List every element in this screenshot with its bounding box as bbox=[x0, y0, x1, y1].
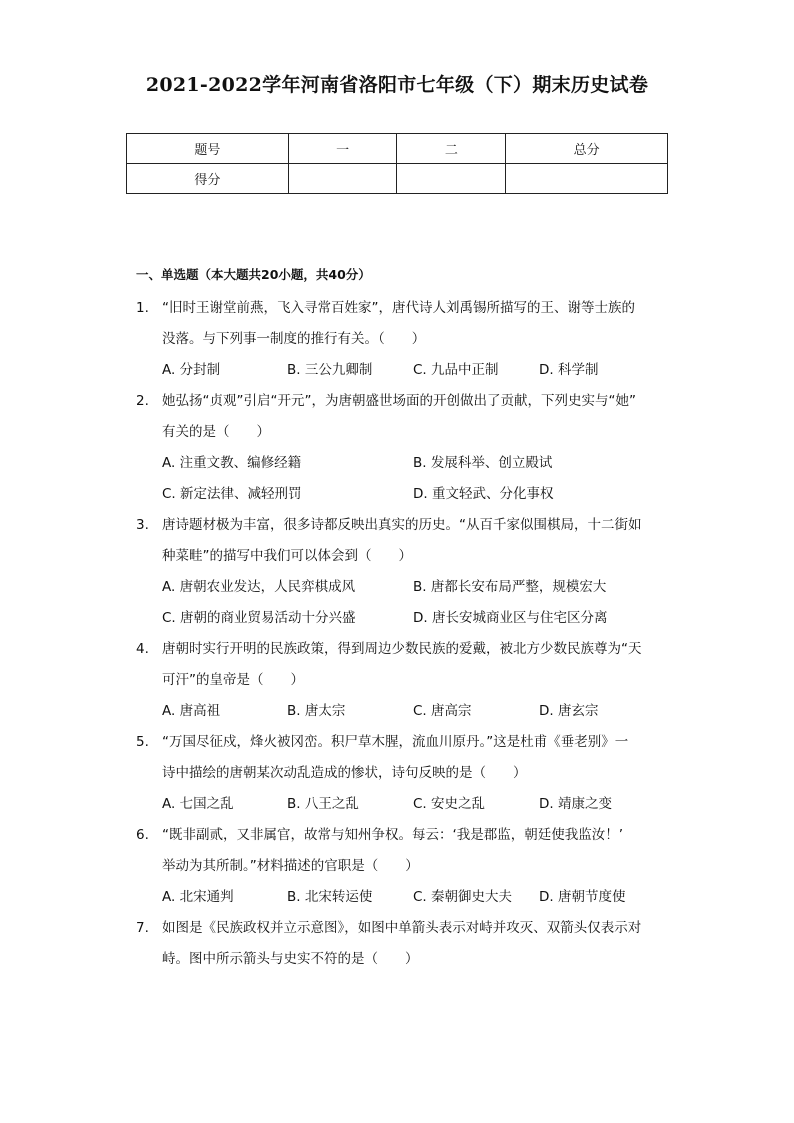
question-text-line: 唐诗题材极为丰富，很多诗都反映出真实的历史。“从百千家似围棋局，十二街如 bbox=[162, 517, 642, 533]
option-d[interactable]: D. 靖康之变 bbox=[539, 796, 612, 812]
option-group bbox=[162, 882, 664, 913]
option-b[interactable]: B. 唐都长安布局严整，规模宏大 bbox=[413, 579, 607, 595]
option-c[interactable]: C. 安史之乱 bbox=[413, 796, 486, 812]
score-header-cell: 总分 bbox=[506, 134, 668, 164]
question-text-line: 没落。与下列事一制度的推行有关。（ ） bbox=[162, 331, 426, 347]
option-group bbox=[162, 355, 664, 386]
question-text-line: “万国尽征戍，烽火被冈峦。积尸草木腥，流血川原丹。”这是杜甫《垂老别》一 bbox=[162, 734, 629, 750]
option-c[interactable]: C. 唐高宗 bbox=[413, 703, 472, 719]
question-number: 5. bbox=[136, 734, 149, 750]
option-b[interactable]: B. 北宋转运使 bbox=[287, 889, 373, 905]
question-text-line: 唐朝时实行开明的民族政策，得到周边少数民族的爱戴，被北方少数民族尊为“天 bbox=[162, 641, 642, 657]
score-header-cell: 题号 bbox=[127, 134, 289, 164]
question-list bbox=[0, 293, 794, 975]
question-text-line: 举动为其所制。”材料描述的官职是（ ） bbox=[162, 858, 419, 874]
option-b[interactable]: B. 唐太宗 bbox=[287, 703, 346, 719]
option-d[interactable]: D. 重文轻武、分化事权 bbox=[413, 486, 554, 502]
score-cell-empty bbox=[397, 164, 506, 194]
option-c[interactable]: C. 唐朝的商业贸易活动十分兴盛 bbox=[162, 610, 356, 626]
option-d[interactable]: D. 唐长安城商业区与住宅区分离 bbox=[413, 610, 608, 626]
score-cell-empty bbox=[506, 164, 668, 194]
question-text-line: “既非副贰，又非属官，故常与知州争权。每云：‘我是郡监，朝廷使我监汝！’ bbox=[162, 827, 624, 843]
question-item bbox=[136, 727, 664, 820]
question-item bbox=[136, 293, 664, 386]
exam-title: 2021-2022学年河南省洛阳市七年级（下）期末历史试卷 bbox=[145, 74, 649, 96]
option-a[interactable]: A. 注重文教、编修经籍 bbox=[162, 455, 302, 471]
question-text-line: 她弘扬“贞观”引启“开元”，为唐朝盛世场面的开创做出了贡献，下列史实与“她” bbox=[162, 393, 636, 409]
section-heading: 一、单选题（本大题共20小题，共40分） bbox=[136, 267, 371, 282]
question-number: 3. bbox=[136, 517, 149, 533]
option-a[interactable]: A. 北宋通判 bbox=[162, 889, 234, 905]
question-number: 6. bbox=[136, 827, 149, 843]
question-text-line: 诗中描绘的唐朝某次动乱造成的惨状，诗句反映的是（ ） bbox=[162, 765, 527, 781]
option-b[interactable]: B. 八王之乱 bbox=[287, 796, 359, 812]
option-c[interactable]: C. 秦朝御史大夫 bbox=[413, 889, 513, 905]
option-b[interactable]: B. 发展科举、创立殿试 bbox=[413, 455, 553, 471]
option-a[interactable]: A. 七国之乱 bbox=[162, 796, 234, 812]
score-table bbox=[126, 133, 668, 194]
option-group bbox=[162, 448, 664, 510]
score-header-cell: 二 bbox=[397, 134, 506, 164]
score-table-header-row bbox=[127, 134, 668, 164]
score-table-score-row bbox=[127, 164, 668, 194]
question-text-line: 有关的是（ ） bbox=[162, 424, 270, 440]
option-b[interactable]: B. 三公九卿制 bbox=[287, 362, 373, 378]
option-c[interactable]: C. 九品中正制 bbox=[413, 362, 499, 378]
score-cell-empty bbox=[288, 164, 397, 194]
question-number: 1. bbox=[136, 300, 149, 316]
question-text-line: 如图是《民族政权并立示意图》，如图中单箭头表示对峙并攻灭、双箭头仅表示对 bbox=[162, 920, 642, 936]
option-c[interactable]: C. 新定法律、减轻刑罚 bbox=[162, 486, 302, 502]
question-text-line: 峙。图中所示箭头与史实不符的是（ ） bbox=[162, 951, 419, 967]
option-a[interactable]: A. 分封制 bbox=[162, 362, 221, 378]
question-item bbox=[136, 510, 664, 634]
option-a[interactable]: A. 唐高祖 bbox=[162, 703, 221, 719]
option-group bbox=[162, 696, 664, 727]
question-text-line: 可汗”的皇帝是（ ） bbox=[162, 672, 304, 688]
option-d[interactable]: D. 科学制 bbox=[539, 362, 599, 378]
question-text-line: 种菜畦”的描写中我们可以体会到（ ） bbox=[162, 548, 412, 564]
option-group bbox=[162, 572, 664, 634]
option-d[interactable]: D. 唐玄宗 bbox=[539, 703, 599, 719]
question-item bbox=[136, 386, 664, 510]
question-item bbox=[136, 820, 664, 913]
score-header-cell: 一 bbox=[288, 134, 397, 164]
option-group bbox=[162, 789, 664, 820]
question-item bbox=[136, 634, 664, 727]
question-item bbox=[136, 913, 664, 975]
question-number: 2. bbox=[136, 393, 149, 409]
question-number: 7. bbox=[136, 920, 149, 936]
question-text-line: “旧时王谢堂前燕，飞入寻常百姓家”，唐代诗人刘禹锡所描写的王、谢等士族的 bbox=[162, 300, 635, 316]
question-number: 4. bbox=[136, 641, 149, 657]
option-d[interactable]: D. 唐朝节度使 bbox=[539, 889, 626, 905]
score-row-label: 得分 bbox=[127, 164, 289, 194]
option-a[interactable]: A. 唐朝农业发达，人民弈棋成风 bbox=[162, 579, 356, 595]
